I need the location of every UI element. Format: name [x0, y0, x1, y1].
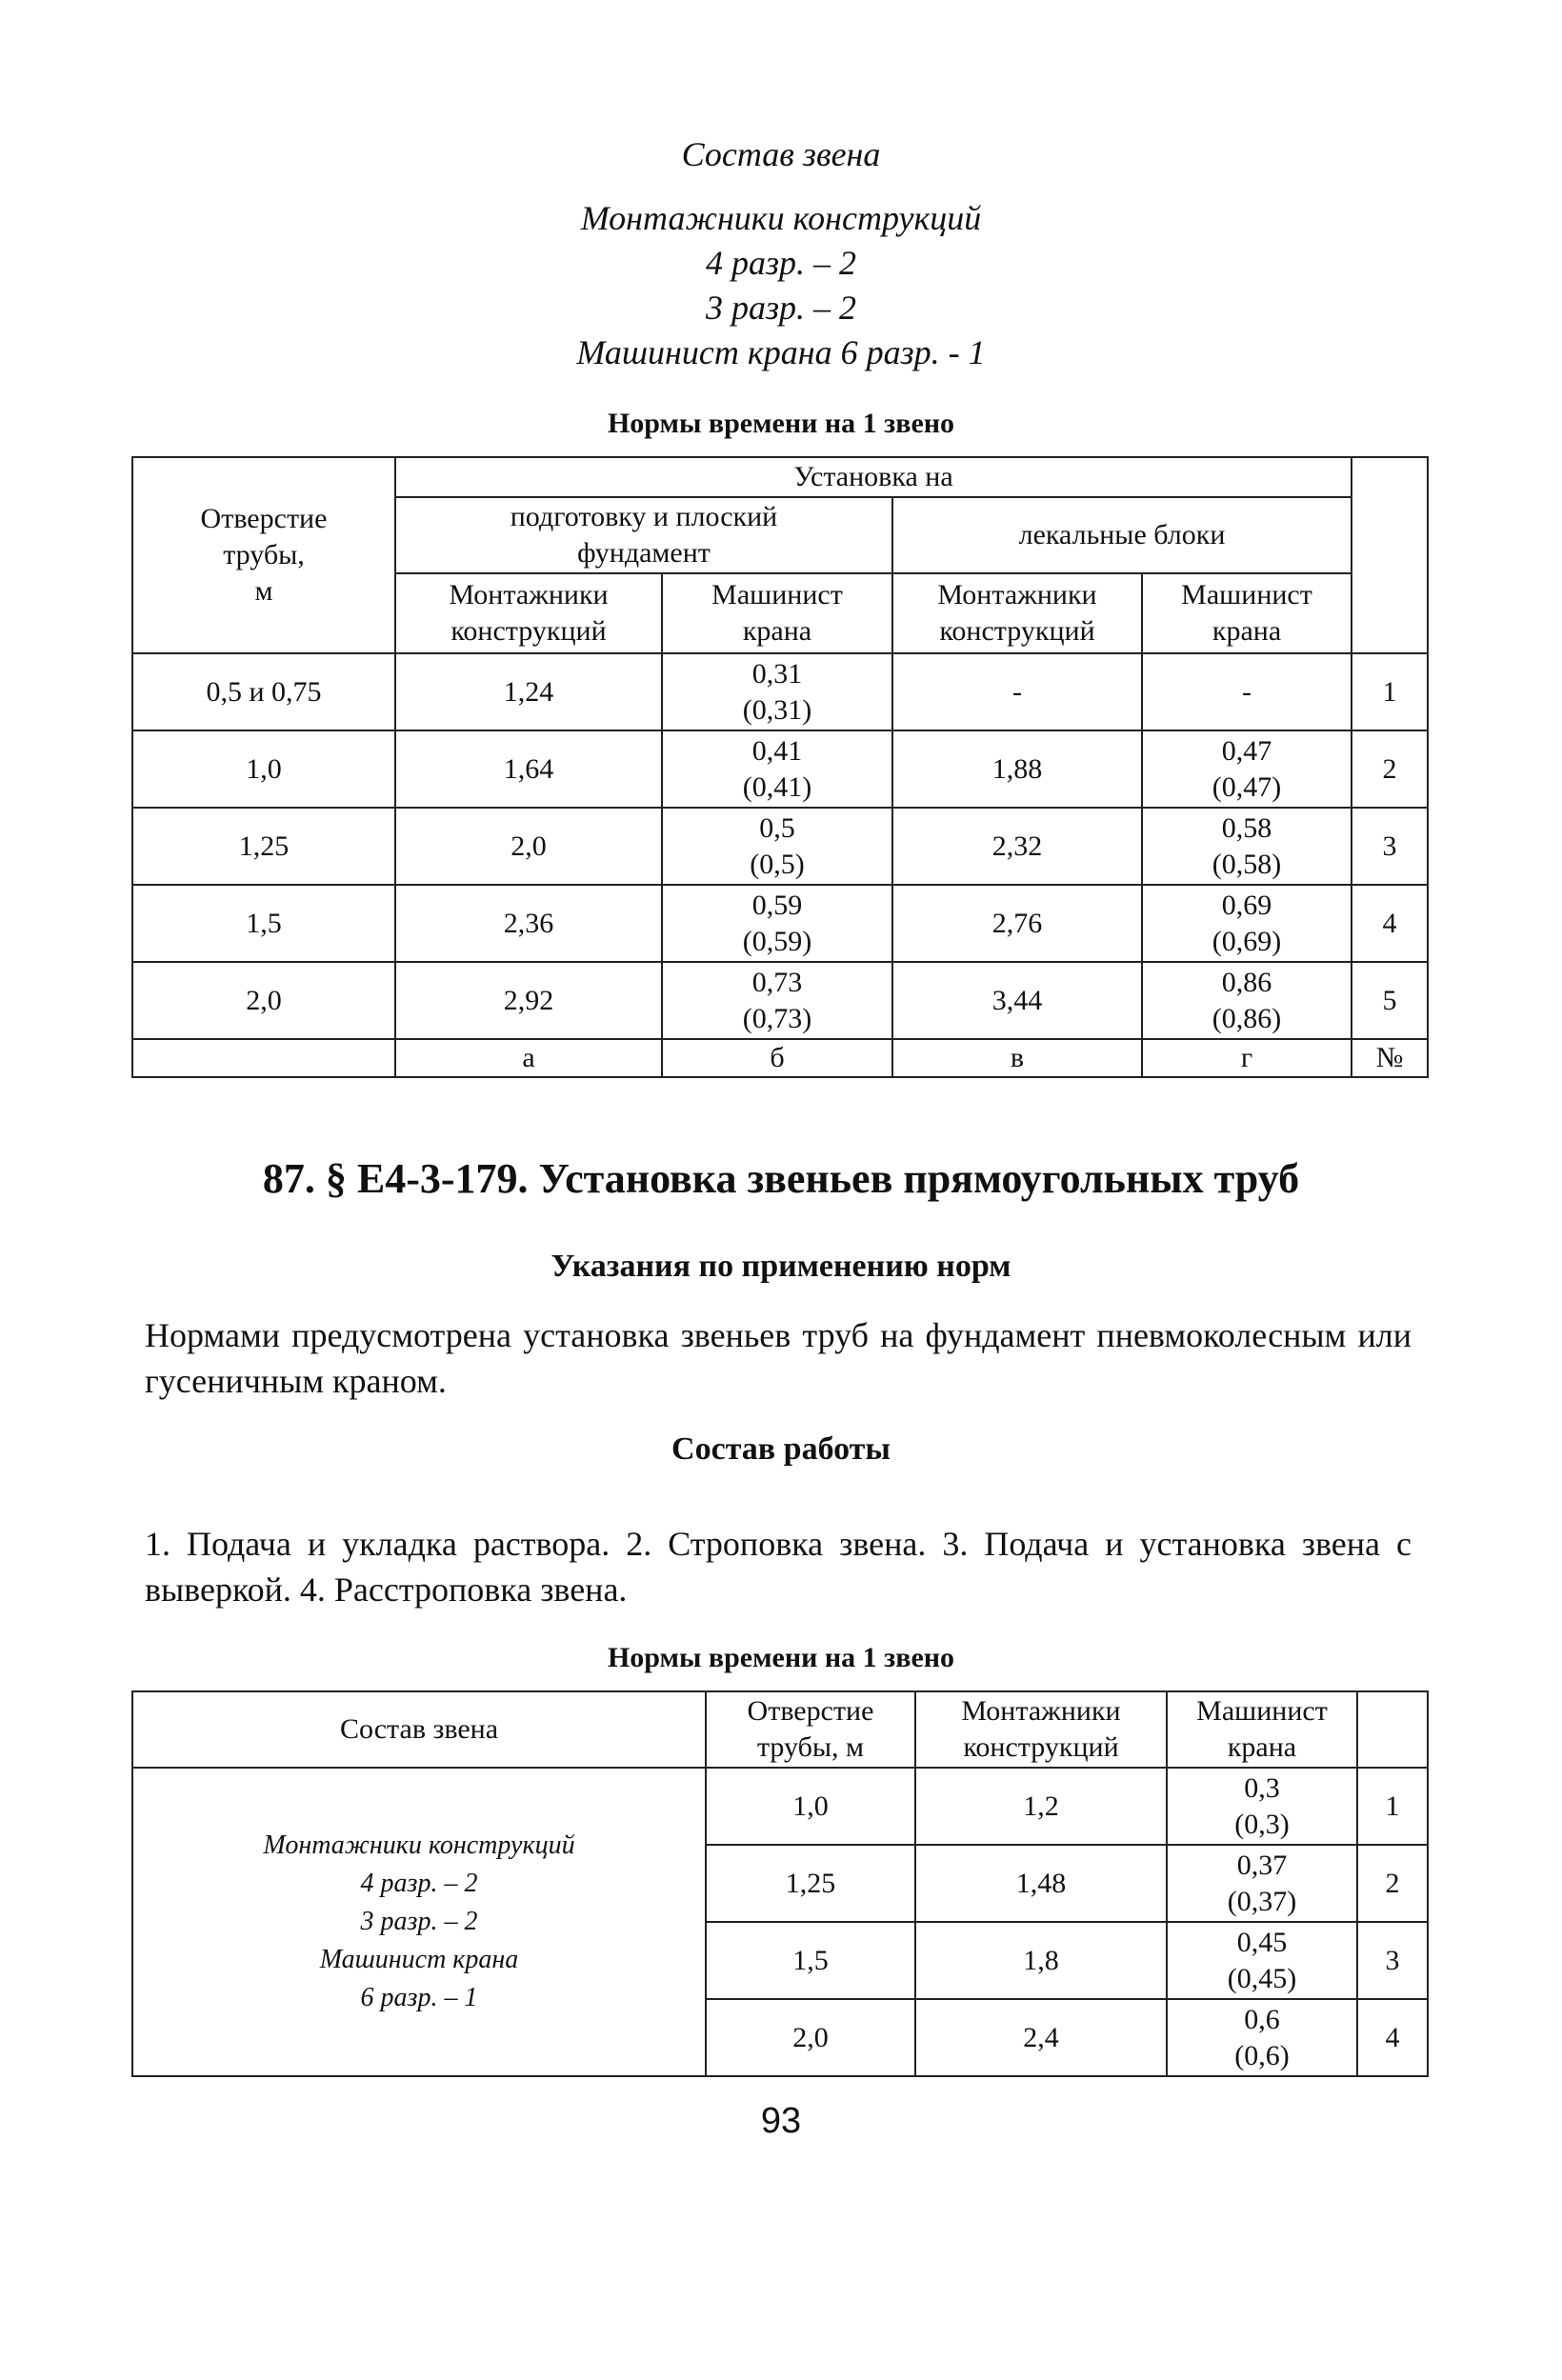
header-operator-g: Машинист крана	[1142, 573, 1352, 653]
norms-table-1	[131, 456, 1429, 1078]
table-row: 0,5 и 0,75 1,24 0,31 (0,31) - - 1	[132, 653, 1428, 730]
table-row: 2,0 2,4 0,6 (0,6) 4	[132, 1999, 1428, 2076]
table-row: 2,0 2,92 0,73 (0,73) 3,44 0,86 (0,86) 5	[132, 962, 1428, 1039]
header-sub-foundation: подготовку и плоский фундамент	[395, 497, 892, 573]
table-row: 1,5 2,36 0,59 (0,59) 2,76 0,69 (0,69) 4	[132, 885, 1428, 962]
header-installers-a: Монтажники конструкций	[395, 573, 662, 653]
header-group: Установка на	[395, 457, 1352, 497]
section-title: 87. § Е4-3-179. Установка звеньев прямоугольных труб	[262, 1155, 1300, 1202]
crew-line: Машинист крана 6 разр. - 1	[576, 333, 986, 371]
header-operator: Машинист крана	[1167, 1691, 1357, 1768]
table-row: 1,5 1,8 0,45 (0,45) 3	[132, 1922, 1428, 1999]
table-row: 1,0 1,64 0,41 (0,41) 1,88 0,47 (0,47) 2	[132, 730, 1428, 808]
instructions-heading: Указания по применению норм	[551, 1249, 1011, 1284]
norms-table-2	[131, 1690, 1429, 2077]
page-number: 93	[760, 2101, 802, 2141]
header-num-blank	[1352, 457, 1428, 653]
crew-composition-cell: Монтажники конструкций 4 разр. – 2 3 разр. – 2 Машинист крана 6 разр. – 1	[132, 1768, 706, 2076]
table2-caption: Нормы времени на 1 звено	[607, 1642, 955, 1673]
table-footer-row: а б в г №	[132, 1039, 1428, 1077]
header-operator-b: Машинист крана	[662, 573, 892, 653]
header-diameter: Отверстие трубы, м	[132, 457, 395, 653]
instructions-paragraph: Нормами предусмотрена установка звеньев труб на фундамент пневмоколесным или гусеничным краном.	[145, 1316, 1412, 1400]
crew-line: 3 разр. – 2	[705, 289, 857, 327]
header-crew: Состав звена	[132, 1691, 706, 1768]
table1-caption: Нормы времени на 1 звено	[607, 408, 955, 439]
crew-line: 4 разр. – 2	[705, 244, 857, 282]
header-sub-blocks: лекальные блоки	[892, 497, 1352, 573]
table-row: Монтажники конструкций 4 разр. – 2 3 разр. – 2 Машинист крана 6 разр. – 1 1,0 1,2 0,3 (0,3) 1	[132, 1768, 1428, 1845]
work-paragraph: 1. Подача и укладка раствора. 2. Строповка звена. 3. Подача и установка звена с выверкой. 4. Расстроповка звена.	[145, 1525, 1412, 1609]
header-diameter: Отверстие трубы, м	[706, 1691, 915, 1768]
crew-title: Состав звена	[681, 135, 881, 173]
header-installers: Монтажники конструкций	[915, 1691, 1167, 1768]
header-num-blank	[1357, 1691, 1428, 1768]
work-heading: Состав работы	[671, 1431, 891, 1467]
table-row: 1,25 1,48 0,37 (0,37) 2	[132, 1845, 1428, 1922]
crew-line: Монтажники конструкций	[580, 199, 982, 237]
header-installers-v: Монтажники конструкций	[892, 573, 1142, 653]
table-row: 1,25 2,0 0,5 (0,5) 2,32 0,58 (0,58) 3	[132, 808, 1428, 885]
